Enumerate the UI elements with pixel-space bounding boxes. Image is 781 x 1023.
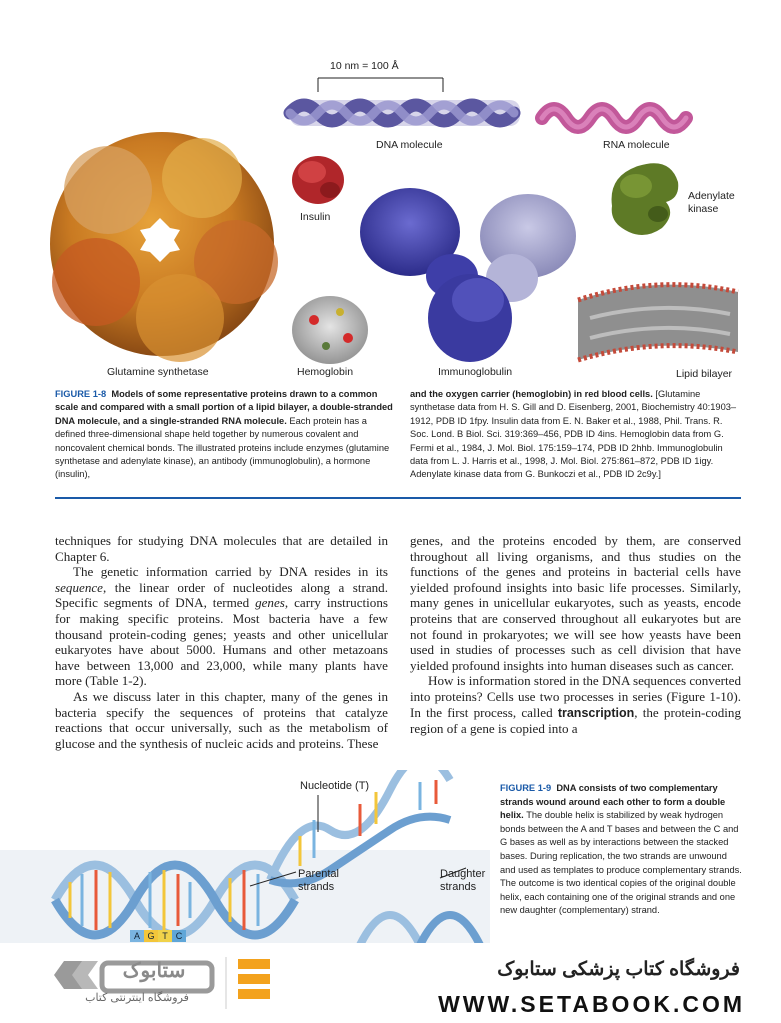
immunoglobulin-model [360,188,576,362]
store-banner [0,943,781,1023]
adenylate-kinase-label: Adenylate kinase [688,190,735,215]
figure-1-8-title-cont: and the oxygen carrier (hemoglobin) in red blood cells. [410,389,653,399]
nucleotide-label: Nucleotide (T) [300,780,370,792]
base-legend [130,930,186,942]
left-paragraph-3: As we discuss later in this chapter, many of the genes in bacteria specify the sequences of proteins that catalyze reactions that occur universally, such as the metabolism of glucose and the synthesis of nucleic acids and proteins. These [55,688,388,751]
daughter-strands-label: Daughter strands [440,868,486,893]
right-paragraph-2: How is information stored in the DNA sequences converted into proteins? Cells use two processes in series (Figure 1-10). In the first process, called transcription, the protein-coding region of a gene is copied into a [410,673,741,737]
figure-1-9-art [0,770,490,945]
logo-word: ستابوک [122,960,186,982]
rna-molecule-model [542,109,686,127]
base-c: C [172,930,186,942]
figure-1-8-caption-right [410,388,741,482]
figure-1-9-caption [500,782,744,918]
left-paragraph-1: techniques for studying DNA molecules that are detailed in Chapter 6. [55,533,388,564]
figure-1-8-title: Models of some representative proteins drawn to a common scale and compared with a small portion of a lipid bilayer, a double-stranded DNA molecule, and a single-stranded RNA molecule. [55,389,393,426]
double-helix-diagram [0,770,490,945]
rna-label: RNA molecule [603,139,670,151]
right-column [410,533,741,737]
figure-1-8-body: Each protein has a defined three-dimensional shape held together by numerous covalent and noncovalent chemical bonds. The illustrated proteins include enzymes (glutamine synthetase and adenylate kinase), an antibody (immunoglobulin), a hormone (insulin), [55,415,390,480]
adenylate-kinase-model [612,163,679,235]
lipid-bilayer-label: Lipid bilayer [676,368,733,380]
parental-strands-label: Parental strands [298,868,339,893]
left-paragraph-2: The genetic information carried by DNA resides in its sequence, the linear order of nucleotides along a strand. Specific segments of DNA, termed genes, carry instructions for making specific proteins. Most bacteria have a few thousand protein-coding genes; yeasts and other unicellular eukaryotes have about 5000. Humans and other metazoans have between 13,000 and 23,000, while many plants have more (Table 1-2). [55,564,388,689]
hemoglobin-label: Hemoglobin [297,366,354,378]
insulin-label: Insulin [300,211,331,223]
figure-1-8-number: FIGURE 1-8 [55,389,107,399]
base-t: T [158,930,172,942]
logo-subtitle: فروشگاه اینترنتی کتاب [85,992,189,1004]
insulin-model [292,156,344,204]
lipid-bilayer-model [578,285,738,360]
dna-molecule-model [290,100,520,126]
figure-1-8-credits: [Glutamine synthetase data from H. S. Gill and D. Eisenberg, 2001, Biochemistry 40:1903–1912, PDB ID 1fpy. Insulin data from E. N. Baker et al., 1988, Phil. Trans. R. Soc. Lond. B Biol. Sci. 319:369–456, PDB ID 4ins. Hemoglobin data from G. Fermi et al., 1984, J. Mol. Biol. 175:159–174, PDB ID 2hhb. Immunoglobulin data from L. J. Harris et al., 1998, J. Mol. Biol. 275:861–872, PDB ID 1igy. Adenylate kinase data from G. Bunkoczi et al., PDB ID 2c9y.] [410,389,737,480]
dna-label: DNA molecule [376,139,443,151]
hemoglobin-model [292,296,368,364]
base-g: G [144,930,158,942]
store-title: فروشگاه کتاب پزشکی ستابوک [497,959,740,980]
scale-bar [318,78,443,92]
figure-1-8-caption-left [55,388,395,482]
figure-1-8 [0,0,781,395]
store-url[interactable]: WWW.SETABOOK.COM [438,991,745,1017]
glutamine-synthetase-model [50,132,278,362]
figure-1-9-title: DNA consists of two complementary strands wound around each other to form a double helix. [500,783,726,821]
left-column [55,533,388,751]
glutamine-synthetase-label: Glutamine synthetase [107,366,209,378]
immunoglobulin-label: Immunoglobulin [438,366,513,378]
figure-1-9-number: FIGURE 1-9 [500,783,552,793]
scale-label: 10 nm = 100 Å [330,60,399,72]
figure-1-9-body: The double helix is stabilized by weak hydrogen bonds between the A and T bases and between the C and G bases as well as by interactions between the stacked bases. During replication, the two strands are unwound and used as templates to produce complementary strands. The outcome is two identical copies of the original double helix, each containing one of the original strands and one new daughter (complementary) strand. [500,810,742,916]
right-paragraph-1: genes, and the proteins encoded by them, are conserved throughout all living organisms, and thus studies on the functions of the genes and proteins in bacterial cells have yielded profound insights into basic life processes. Similarly, many genes in unicellular eukaryotes, such as yeasts, encode proteins that are conserved throughout all eukaryotes but are not found in prokaryotes; we will see how yeasts have been used in studies of processes such as cell division that have yielded profound insights into human diseases such as cancer. [410,533,741,673]
base-a: A [130,930,144,942]
figure-divider [55,497,741,499]
